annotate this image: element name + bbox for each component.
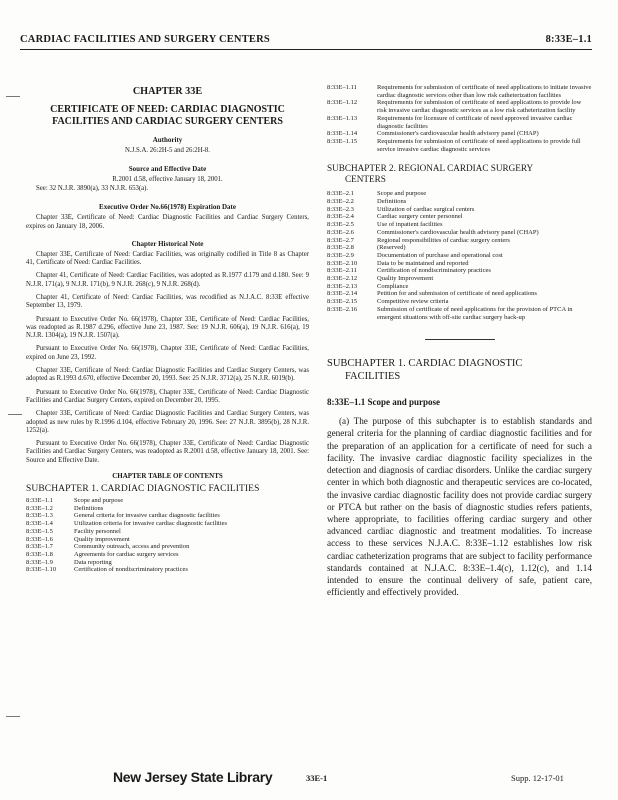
- toc-row: [327, 229, 592, 237]
- library-stamp: New Jersey State Library: [113, 769, 273, 785]
- toc-section-number: 8:33E–1.9: [26, 558, 53, 566]
- history-paragraph: Chapter 41, Certificate of Need: Cardiac Facilities, was recodified as N.J.A.C. 8:33E effective September 13, 1979.: [26, 294, 309, 310]
- history-paragraph: Chapter 33E, Certificate of Need: Cardiac Diagnostic Facilities and Cardiac Surgery Centers, was adopted as R.1993 d.670, effective December 20, 1993. See: 25 N.J.R. 3712(a), 25 N.J.R. 6019(b).: [26, 367, 309, 383]
- header-section: 8:33E–1.1: [545, 34, 592, 45]
- toc-row: [26, 543, 309, 551]
- toc-row: [327, 283, 592, 291]
- toc-subchapter-2: [327, 190, 592, 321]
- toc-row: [327, 115, 592, 130]
- exec-order-text: Chapter 33E, Certificate of Need: Cardiac Diagnostic Facilities and Cardiac Surgery Centers, expires on January 18, 2006.: [26, 214, 309, 230]
- toc-section-number: 8:33E–2.8: [327, 244, 354, 252]
- toc-section-title: Quality improvement: [74, 535, 130, 543]
- toc-section-number: 8:33E–2.7: [327, 236, 354, 244]
- toc-section-title: Requirements for submission of certificate of need applications to initiate invasive cardiac diagnostic services other than low risk catheterization facilities: [377, 84, 592, 99]
- source-line-2: See: 32 N.J.R. 3890(a), 33 N.J.R. 653(a).: [36, 184, 149, 192]
- toc-row: [327, 221, 592, 229]
- toc-section-title: Requirements for submission of certificate of need applications to provide low risk invasive cardiac diagnostic services as a low risk catheterization facility: [377, 99, 582, 115]
- subchapter-1-heading: [327, 358, 592, 383]
- toc-section-title: Definitions: [377, 198, 407, 206]
- toc-section-title: Documentation of purchase and operational cost: [377, 251, 503, 259]
- history-notes: [26, 251, 309, 465]
- toc-section-number: 8:33E–2.11: [327, 267, 357, 275]
- toc-section-title: Submission of certificate of need applications for the provision of PTCA in emergent situations with off-site cardiac surgery back-up: [377, 305, 573, 321]
- section-heading: 8:33E–1.1 Scope and purpose: [327, 397, 441, 408]
- toc-section-title: Cardiac surgery center personnel: [377, 213, 463, 221]
- toc-section-number: 8:33E–1.4: [26, 520, 53, 528]
- toc-section-title: Compliance: [377, 282, 409, 290]
- source-line-1: R.2001 d.58, effective January 18, 2001.: [112, 176, 223, 184]
- header-title: CARDIAC FACILITIES AND SURGERY CENTERS: [20, 34, 270, 45]
- toc-subchapter-1: [26, 497, 309, 574]
- toc-section-title: Commissioner's cardiovascular health advisory panel (CHAP): [377, 228, 539, 236]
- toc-row: [26, 497, 309, 505]
- margin-mark: [6, 716, 20, 717]
- toc-row: [327, 298, 592, 306]
- toc-section-number: 8:33E–2.15: [327, 298, 358, 306]
- toc-section-number: 8:33E–1.13: [327, 114, 358, 122]
- toc-section-number: 8:33E–1.7: [26, 543, 53, 551]
- history-paragraph: Pursuant to Executive Order No. 66(1978), Chapter 33E, Certificate of Need: Cardiac Diagnostic Facilities and Cardiac Surgery Centers, was readopted as R.2001 d.58, effective January 18, 2001. See: Source and Effective Date.: [26, 440, 309, 464]
- toc-section-title: Commissioner's cardiovascular health advisory panel (CHAP): [377, 130, 539, 138]
- exec-order-heading: Executive Order No.66(1978) Expiration Date: [99, 203, 236, 212]
- toc-row: [327, 306, 592, 321]
- section-divider: [425, 339, 495, 340]
- toc-subchapter-1-title: SUBCHAPTER 1. CARDIAC DIAGNOSTIC FACILITIES: [26, 484, 260, 495]
- authority-text: N.J.S.A. 26:2H-5 and 26:2H-8.: [125, 147, 210, 154]
- toc-section-number: 8:33E–1.12: [327, 99, 358, 107]
- toc-row: [327, 252, 592, 260]
- toc-section-title: Scope and purpose: [74, 497, 124, 505]
- toc-section-number: 8:33E–1.6: [26, 535, 53, 543]
- toc-row: [327, 198, 592, 206]
- toc-subchapter-2-title-a: SUBCHAPTER 2. REGIONAL CARDIAC SURGERY: [327, 163, 534, 174]
- toc-row: [327, 213, 592, 221]
- history-paragraph: Chapter 33E, Certificate of Need: Cardiac Facilities, was originally codified in Title 8 as Chapter 41, Certificate of Need: Cardiac Facilities.: [26, 250, 309, 267]
- toc-section-title: Petition for and submission of certificate of need applications: [377, 290, 537, 298]
- chapter-title: CERTIFICATE OF NEED: CARDIAC DIAGNOSTIC FACILITIES AND CARDIAC SURGERY CENTERS: [50, 104, 285, 127]
- toc-section-title: Certification of nondiscriminatory practices: [74, 566, 188, 574]
- header-rule: [20, 49, 592, 50]
- subchapter-1-heading-b: FACILITIES: [345, 370, 401, 382]
- toc-row: [327, 84, 592, 99]
- toc-section-number: 8:33E–1.2: [26, 504, 53, 512]
- history-paragraph: Pursuant to Executive Order No. 66(1978), Chapter 33E, Certificate of Need: Cardiac Diagnostic Facilities and Cardiac Surgery Centers, expired on December 20, 1995.: [26, 388, 309, 404]
- toc-section-title: Regional responsibilities of cardiac surgery centers: [377, 236, 510, 244]
- toc-row: [327, 244, 592, 252]
- toc-section-number: 8:33E–2.3: [327, 205, 354, 213]
- toc-row: [327, 99, 592, 114]
- source-heading: Source and Effective Date: [128, 165, 207, 174]
- toc-section-title: Competitive review criteria: [377, 298, 449, 306]
- toc-row: [26, 566, 309, 574]
- toc-subchapter-2-title-b: CENTERS: [345, 174, 386, 185]
- toc-section-number: 8:33E–1.10: [26, 566, 57, 574]
- toc-section-number: 8:33E–1.1: [26, 497, 53, 505]
- toc-section-title: Use of inpatient facilities: [377, 221, 443, 229]
- toc-section-title: Agreements for cardiac surgery services: [74, 550, 179, 558]
- authority-heading: Authority: [152, 136, 183, 144]
- toc-row: [327, 260, 592, 268]
- toc-section-number: 8:33E–2.2: [327, 198, 354, 206]
- chapter-label: CHAPTER 33E: [132, 86, 203, 97]
- toc-section-title: Facility personnel: [74, 527, 121, 535]
- toc-row: [327, 138, 592, 153]
- toc-row: [26, 551, 309, 559]
- toc-section-title: Utilization criteria for invasive cardiac diagnostic facilities: [74, 520, 228, 528]
- toc-section-number: 8:33E–2.14: [327, 290, 358, 298]
- toc-row: [327, 237, 592, 245]
- toc-row: [327, 206, 592, 214]
- toc-row: [26, 512, 309, 520]
- toc-subchapter-1-continued: [327, 84, 592, 153]
- toc-row: [327, 130, 592, 138]
- toc-section-title: Utilization of cardiac surgical centers: [377, 205, 475, 213]
- toc-row: [26, 505, 309, 513]
- toc-row: [327, 190, 592, 198]
- toc-section-number: 8:33E–1.15: [327, 137, 358, 145]
- left-column: [26, 86, 309, 574]
- toc-section-number: 8:33E–2.13: [327, 282, 358, 290]
- section-body: (a) The purpose of this subchapter is to establish standards and general criteria for the planning of cardiac diagnostic facilities and for the preparation of an application for a certificate of need for such a facility. The invasive cardiac diagnostic facility specializes in the detection and diagnosis of cardiac disorders. Unlike the cardiac surgery center in which both diagnostic and therapeutic services are co-located, the invasive cardiac diagnostic facility does not provide cardiac surgery or PTCA but rather on the basis of diagnostic studies refers patients, where appropriate, to facilities offering cardiac surgery and other advanced cardiac diagnostic and treatment modalities. To increase access to these services N.J.A.C. 8:33E–1.12 establishes low risk cardiac catheterization programs that are subject to facility performance standards contained at N.J.A.C. 8:33E–1.4(c), 1.12(c), and 1.14 intended to ensure the continual delivery of safe, patient care, efficiently and effectively provided.: [327, 416, 592, 598]
- toc-section-title: Quality Improvement: [377, 275, 434, 283]
- toc-row: [26, 559, 309, 567]
- toc-section-number: 8:33E–2.5: [327, 221, 354, 229]
- toc-section-title: Definitions: [74, 504, 104, 512]
- toc-section-number: 8:33E–2.9: [327, 251, 354, 259]
- toc-section-title: (Reserved): [377, 244, 406, 252]
- toc-section-number: 8:33E–2.16: [327, 305, 358, 313]
- toc-section-title: Data to be maintained and reported: [377, 259, 469, 267]
- toc-row: [26, 520, 309, 528]
- subchapter-1-heading-a: SUBCHAPTER 1. CARDIAC DIAGNOSTIC: [327, 358, 523, 370]
- running-header: [20, 34, 592, 45]
- toc-section-number: 8:33E–1.8: [26, 550, 53, 558]
- toc-section-title: Certification of nondiscriminatory practices: [377, 267, 491, 275]
- toc-section-number: 8:33E–1.14: [327, 130, 358, 138]
- toc-section-title: Data reporting: [74, 558, 112, 566]
- right-column: [327, 84, 592, 598]
- toc-row: [327, 267, 592, 275]
- toc-section-number: 8:33E–1.5: [26, 527, 53, 535]
- margin-mark: [8, 414, 22, 415]
- history-paragraph: Chapter 41, Certificate of Need: Cardiac Facilities, was adopted as R.1977 d.179 and d.180. See: 9 N.J.R. 171(a), 9 N.J.R. 171(b), 9 N.J.R. 268(c), 9 N.J.R. 268(d).: [26, 272, 309, 288]
- history-paragraph: Chapter 33E, Certificate of Need: Cardiac Diagnostic Facilities and Cardiac Surgery Centers, was adopted as new rules by R.1996 d.104, effective February 20, 1996. See: 27 N.J.R. 3895(b), 28 N.J.R. 1252(a).: [26, 410, 309, 434]
- toc-row: [26, 536, 309, 544]
- toc-section-title: Community outreach, access and prevention: [74, 543, 190, 551]
- margin-mark: [6, 96, 20, 97]
- toc-row: [26, 528, 309, 536]
- toc-section-number: 8:33E–2.4: [327, 213, 354, 221]
- page-number: 33E-1: [306, 773, 328, 783]
- history-paragraph: Pursuant to Executive Order No. 66(1978), Chapter 33E, Certificate of Need: Cardiac Facilities, was readopted as R.1987 d.296, effective June 23, 1987. See: 19 N.J.R. 606(a), 19 N.J.R. 616(a), 19 N.J.R. 1304(a), 19 N.J.R. 1507(a).: [26, 315, 309, 340]
- toc-section-number: 8:33E–1.11: [327, 84, 357, 91]
- toc-heading: CHAPTER TABLE OF CONTENTS: [112, 472, 223, 481]
- toc-section-title: Requirements for licensure of certificate of need approved invasive cardiac diagnostic facilities: [377, 114, 573, 130]
- toc-section-title: General criteria for invasive cardiac diagnostic facilities: [74, 512, 220, 520]
- history-heading: Chapter Historical Note: [131, 239, 204, 248]
- toc-section-number: 8:33E–2.1: [327, 190, 354, 198]
- toc-section-title: Scope and purpose: [377, 190, 427, 198]
- toc-section-number: 8:33E–1.3: [26, 512, 53, 520]
- history-paragraph: Pursuant to Executive Order No. 66(1978), Chapter 33E, Certificate of Need: Cardiac Facilities, expired on June 23, 1992.: [26, 345, 309, 361]
- toc-section-number: 8:33E–2.6: [327, 228, 354, 236]
- toc-row: [327, 290, 592, 298]
- toc-subchapter-2-title: [327, 163, 592, 185]
- toc-section-title: Requirements for submission of certificate of need applications to provide full service invasive cardiac diagnostic services: [377, 137, 581, 153]
- supplement-date: Supp. 12-17-01: [511, 773, 564, 783]
- toc-row: [327, 275, 592, 283]
- toc-section-number: 8:33E–2.10: [327, 259, 358, 267]
- toc-section-number: 8:33E–2.12: [327, 275, 358, 283]
